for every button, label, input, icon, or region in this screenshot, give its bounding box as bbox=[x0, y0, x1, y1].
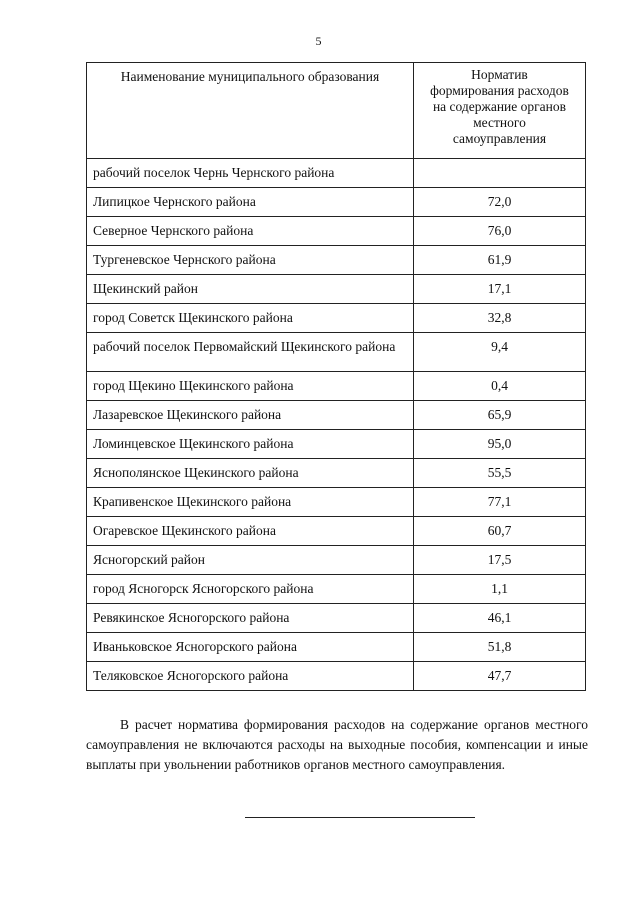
norm-value-cell: 32,8 bbox=[414, 304, 586, 333]
norm-value-cell: 47,7 bbox=[414, 662, 586, 691]
municipality-name-cell: город Ясногорск Ясногорского района bbox=[87, 575, 414, 604]
table-row bbox=[87, 517, 586, 546]
column-header-name: Наименование муниципального образования bbox=[87, 63, 414, 159]
municipality-name-cell: Щекинский район bbox=[87, 275, 414, 304]
municipality-name-cell: Ломинцевское Щекинского района bbox=[87, 430, 414, 459]
norm-value-cell: 77,1 bbox=[414, 488, 586, 517]
table-row bbox=[87, 333, 586, 372]
norm-value-cell: 95,0 bbox=[414, 430, 586, 459]
norm-value-cell: 55,5 bbox=[414, 459, 586, 488]
column-header-norm-line: местного bbox=[473, 115, 526, 130]
municipality-name-cell: Теляковское Ясногорского района bbox=[87, 662, 414, 691]
municipality-name-cell: город Советск Щекинского района bbox=[87, 304, 414, 333]
table-row bbox=[87, 304, 586, 333]
norm-value-cell: 65,9 bbox=[414, 401, 586, 430]
table-row bbox=[87, 604, 586, 633]
table-row bbox=[87, 633, 586, 662]
norm-value-cell: 61,9 bbox=[414, 246, 586, 275]
norm-value-cell: 46,1 bbox=[414, 604, 586, 633]
municipality-name-cell: Липицкое Чернского района bbox=[87, 188, 414, 217]
page-number: 5 bbox=[315, 34, 322, 48]
norm-value-cell: 17,5 bbox=[414, 546, 586, 575]
municipality-name-cell: рабочий поселок Чернь Чернского района bbox=[87, 159, 414, 188]
norm-value-cell: 17,1 bbox=[414, 275, 586, 304]
table-row bbox=[87, 459, 586, 488]
table-row bbox=[87, 575, 586, 604]
norm-value-cell: 51,8 bbox=[414, 633, 586, 662]
municipality-name-cell: Ясногорский район bbox=[87, 546, 414, 575]
column-header-norm-line: на содержание органов bbox=[432, 99, 567, 114]
norm-value-cell: 0,4 bbox=[414, 372, 586, 401]
column-header-norm-line: самоуправления bbox=[452, 131, 547, 146]
norm-value-cell: 9,4 bbox=[414, 333, 586, 372]
column-header-norm bbox=[414, 63, 586, 159]
municipality-name-cell: Крапивенское Щекинского района bbox=[87, 488, 414, 517]
table-header-row bbox=[87, 63, 586, 159]
municipality-name-cell: Лазаревское Щекинского района bbox=[87, 401, 414, 430]
table-row bbox=[87, 662, 586, 691]
norm-value-cell: 1,1 bbox=[414, 575, 586, 604]
municipality-name-cell: Тургеневское Чернского района bbox=[87, 246, 414, 275]
table-row bbox=[87, 159, 586, 188]
municipality-name-cell: город Щекино Щекинского района bbox=[87, 372, 414, 401]
municipality-name-cell: Северное Чернского района bbox=[87, 217, 414, 246]
municipality-name-cell: Огаревское Щекинского района bbox=[87, 517, 414, 546]
table-row bbox=[87, 188, 586, 217]
end-of-document-rule bbox=[245, 817, 475, 818]
municipality-name-cell: Ревякинское Ясногорского района bbox=[87, 604, 414, 633]
norm-value-cell: 72,0 bbox=[414, 188, 586, 217]
table-row bbox=[87, 217, 586, 246]
municipality-name-cell: Иваньковское Ясногорского района bbox=[87, 633, 414, 662]
norms-table bbox=[86, 62, 586, 691]
norm-value-cell: 60,7 bbox=[414, 517, 586, 546]
table-row bbox=[87, 246, 586, 275]
table-row bbox=[87, 488, 586, 517]
table-row bbox=[87, 401, 586, 430]
municipality-name-cell: Яснополянское Щекинского района bbox=[87, 459, 414, 488]
municipality-name-cell: рабочий поселок Первомайский Щекинского района bbox=[87, 333, 414, 372]
norm-value-cell: 76,0 bbox=[414, 217, 586, 246]
column-header-norm-line: Норматив bbox=[471, 67, 528, 82]
table-row bbox=[87, 430, 586, 459]
column-header-norm-line: формирования расходов bbox=[430, 83, 569, 98]
table-row bbox=[87, 372, 586, 401]
footnote-paragraph: В расчет норматива формирования расходов на содержание органов местного самоуправления не включаются расходы на выходные пособия, компенсации и иные выплаты при увольнении работников органов местного самоуправления. bbox=[86, 717, 588, 772]
table-row bbox=[87, 546, 586, 575]
norm-value-cell bbox=[414, 159, 586, 188]
table-row bbox=[87, 275, 586, 304]
